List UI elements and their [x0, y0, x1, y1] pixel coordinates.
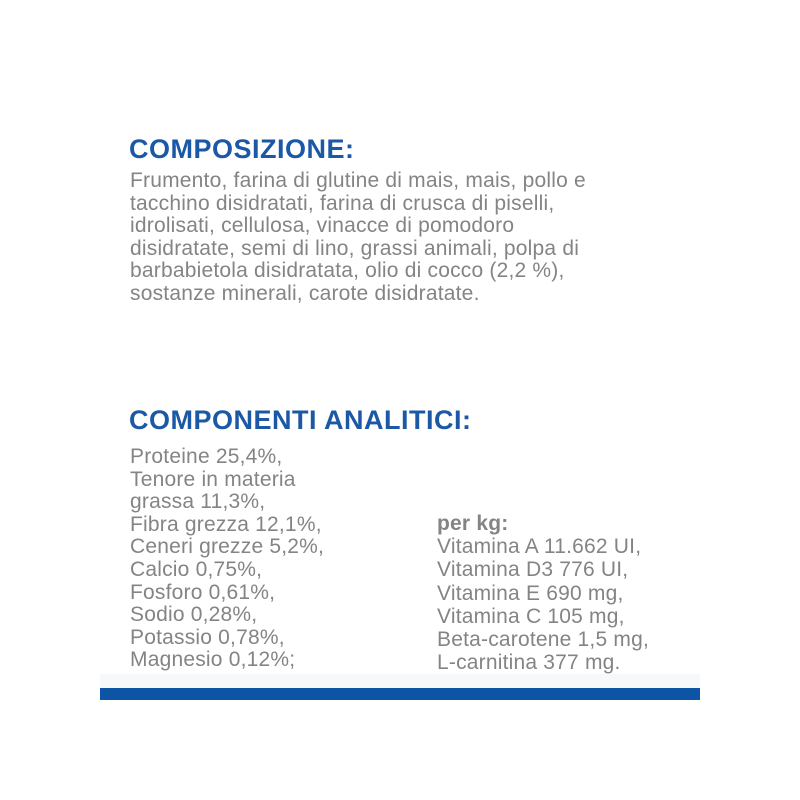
composition-line: idrolisati, cellulosa, vinacce di pomodoro	[130, 214, 515, 237]
composition-line: Frumento, farina di glutine di mais, mais, pollo e	[130, 169, 586, 192]
vitamin-line: Vitamina E 690 mg,	[437, 581, 624, 605]
composition-line: barbabietola disidratata, olio di cocco (2,2 %),	[130, 259, 565, 282]
nutrient-line: Magnesio 0,12%;	[130, 648, 296, 672]
nutrient-line: Calcio 0,75%,	[130, 557, 263, 581]
vitamin-line: Vitamina C 105 mg,	[437, 604, 625, 628]
nutrient-line: Fibra grezza 12,1%,	[130, 512, 322, 536]
divider-bar	[100, 688, 700, 700]
nutrient-line: Sodio 0,28%,	[130, 603, 258, 627]
vitamin-line: L-carnitina 377 mg.	[437, 651, 621, 675]
composition-line: tacchino disidratati, farina di crusca di piselli,	[130, 191, 555, 215]
analytical-components-heading: COMPONENTI ANALITICI:	[129, 405, 472, 435]
nutrient-line: Proteine 25,4%,	[130, 445, 283, 468]
vitamin-line: Beta-carotene 1,5 mg,	[437, 628, 649, 652]
composition-paragraph	[130, 170, 586, 305]
composition-heading: COMPOSIZIONE:	[129, 134, 355, 164]
vitamins-list	[437, 535, 649, 674]
nutrient-line: grassa 11,3%,	[130, 490, 266, 514]
vitamin-line: Vitamina D3 776 UI,	[437, 558, 629, 582]
divider-shadow	[100, 674, 700, 688]
nutrient-line: Fosforo 0,61%,	[130, 580, 276, 604]
composition-line: sostanze minerali, carote disidratate.	[130, 281, 480, 305]
nutrient-line: Potassio 0,78%,	[130, 625, 285, 649]
nutrient-line: Tenore in materia	[130, 467, 296, 491]
per-kg-block	[437, 512, 649, 674]
nutrients-list	[130, 446, 324, 672]
composition-line: disidratate, semi di lino, grassi animali, polpa di	[130, 236, 580, 260]
nutrient-line: Ceneri grezze 5,2%,	[130, 535, 325, 559]
per-kg-label: per kg:	[437, 512, 509, 535]
vitamin-line: Vitamina A 11.662 UI,	[437, 535, 642, 559]
